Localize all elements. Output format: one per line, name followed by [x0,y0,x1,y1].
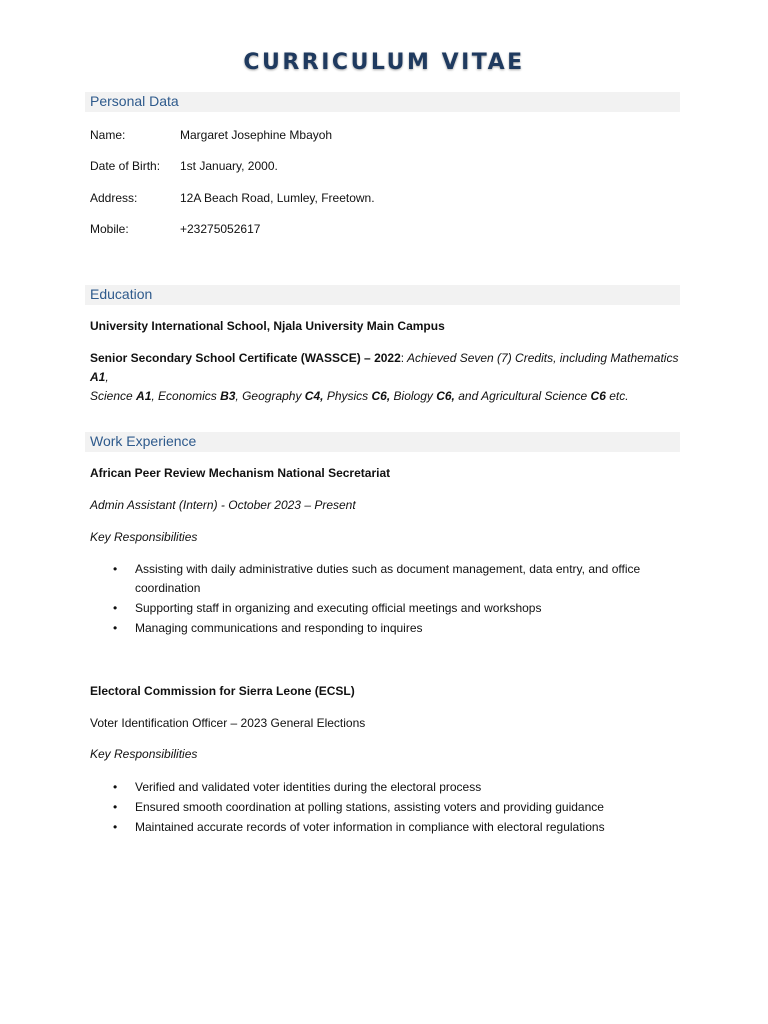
personal-row-mobile [90,222,260,236]
list-item [90,818,650,837]
page-title: CURRICULUM VITAE [243,50,525,75]
cert-text: , Geography [235,389,305,403]
field-label: Mobile: [90,222,129,236]
job-resp-label: Key Responsibilities [90,530,198,544]
job-role: Voter Identification Officer – 2023 General Elections [90,716,366,730]
section-work-experience [85,432,680,452]
bullet-icon: • [113,800,118,814]
job-role: Admin Assistant (Intern) - October 2023 – Present [90,498,356,512]
field-value: Margaret Josephine Mbayoh [180,128,333,142]
section-heading: Work Experience [90,433,197,449]
field-value: +23275052617 [180,222,261,236]
cert-text: etc. [605,389,629,403]
bullet-text: Maintained accurate records of voter information in compliance with electoral regulations [135,820,605,834]
list-item [90,778,650,797]
field-value: 1st January, 2000. [180,159,278,173]
grade-biology: C6, [436,389,455,403]
bullet-icon: • [113,780,118,794]
field-label: Name: [90,128,126,142]
bullet-text: Supporting staff in organizing and executing official meetings and workshops [135,601,542,615]
personal-row-address [90,191,375,205]
cert-colon: : [400,351,405,365]
grade-math: A1 [90,370,106,384]
section-personal-data [85,92,680,112]
list-item [90,599,650,618]
job-resp-label: Key Responsibilities [90,747,198,761]
job-org: African Peer Review Mechanism National Secretariat [90,466,391,480]
cert-text: Achieved Seven (7) Credits, including Mathematics [404,351,679,365]
bullet-icon: • [113,601,118,615]
cert-text: and Agricultural Science [454,389,591,403]
bullet-text: Assisting with daily administrative duties such as document management, data entry, and office coordination [135,562,641,595]
job-responsibilities [90,560,650,639]
cert-text: , Economics [151,389,221,403]
grade-economics: B3 [220,389,236,403]
bullet-text: Verified and validated voter identities during the electoral process [135,780,482,794]
cert-sep: , [105,370,109,384]
bullet-icon: • [113,820,118,834]
list-item [90,560,650,598]
grade-geography: C4, [304,389,324,403]
section-heading: Education [90,286,153,302]
section-education [85,285,680,305]
list-item [90,798,650,817]
cert-text: Science [90,389,137,403]
job-org: Electoral Commission for Sierra Leone (ECSL) [90,684,355,698]
field-label: Date of Birth: [90,159,161,173]
field-label: Address: [90,191,138,205]
bullet-icon: • [113,562,118,576]
bullet-text: Ensured smooth coordination at polling stations, assisting voters and providing guidance [135,800,604,814]
field-value: 12A Beach Road, Lumley, Freetown. [180,191,375,205]
education-certificate [90,349,690,406]
cert-text: Biology [390,389,437,403]
personal-row-dob [90,159,278,173]
grade-science: A1 [136,389,152,403]
cert-text: Physics [323,389,372,403]
bullet-icon: • [113,621,118,635]
grade-agri-science: C6 [590,389,606,403]
section-heading: Personal Data [90,93,179,109]
personal-row-name [90,128,332,142]
cert-title: Senior Secondary School Certificate (WASSCE) – 2022 [90,351,401,365]
list-item [90,619,650,638]
grade-physics: C6, [371,389,391,403]
bullet-text: Managing communications and responding to inquires [135,621,423,635]
job-responsibilities [90,778,650,838]
education-school: University International School, Njala University Main Campus [90,319,445,333]
